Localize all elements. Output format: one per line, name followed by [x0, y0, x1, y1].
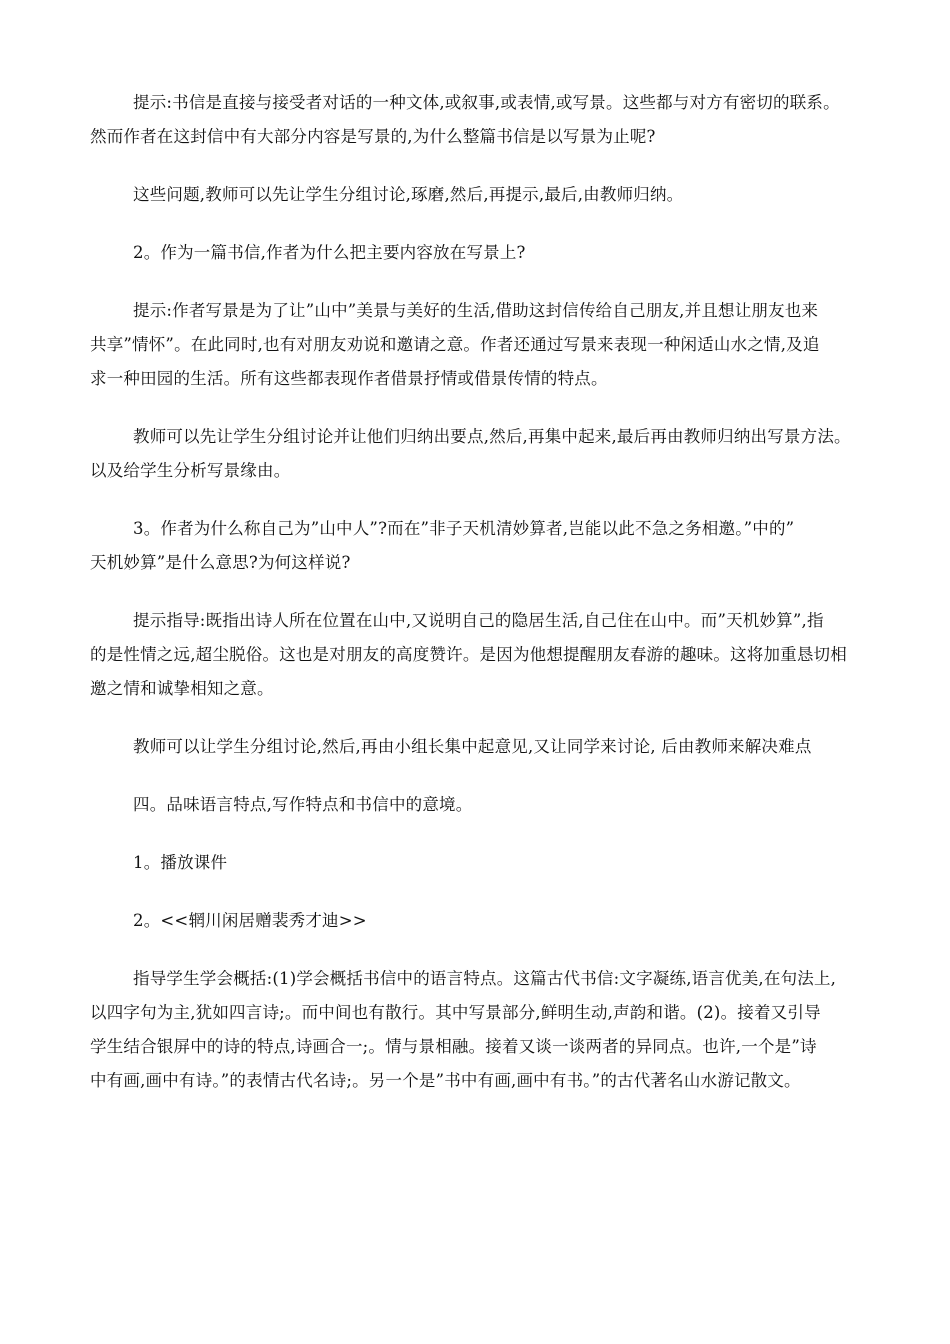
text-line: 然而作者在这封信中有大部分内容是写景的,为什么整篇书信是以写景为止呢?	[90, 127, 656, 146]
text-line: 以及给学生分析写景缘由。	[90, 461, 291, 480]
text-line: 2。作为一篇书信,作者为什么把主要内容放在写景上?	[133, 243, 526, 262]
text-line: 的是性情之远,超尘脱俗。这也是对朋友的高度赞许。是因为他想提醒朋友春游的趣味。这将加重恳切相	[90, 645, 847, 664]
question-3	[90, 512, 860, 580]
paragraph-hint-letter	[90, 86, 860, 154]
text-line: 共享”情怀”。在此同时,也有对朋友劝说和邀请之意。作者还通过写景来表现一种闲适山水之情,及追	[90, 335, 820, 354]
text-line: 提示:作者写景是为了让”山中”美景与美好的生活,借助这封信传给自己朋友,并且想让朋友也来	[133, 301, 819, 320]
text-line: 1。播放课件	[133, 853, 228, 872]
text-line: 天机妙算”是什么意思?为何这样说?	[90, 553, 351, 572]
text-line: 以四字句为主,犹如四言诗;。而中间也有散行。其中写景部分,鲜明生动,声韵和谐。(2)。接着又引导	[90, 1003, 821, 1022]
text-line: 这些问题,教师可以先让学生分组讨论,琢磨,然后,再提示,最后,由教师归纳。	[133, 185, 684, 204]
text-line: 提示:书信是直接与接受者对话的一种文体,或叙事,或表情,或写景。这些都与对方有密切的联系。	[133, 93, 840, 112]
text-line: 教师可以让学生分组讨论,然后,再由小组长集中起意见,又让同学来讨论, 后由教师来解决难点	[133, 737, 812, 756]
list-item-1	[90, 846, 860, 880]
list-item-2	[90, 904, 860, 938]
paragraph-guidance-summary	[90, 962, 860, 1098]
text-line: 提示指导:既指出诗人所在位置在山中,又说明自己的隐居生活,自己住在山中。而”天机妙算”,指	[133, 611, 824, 630]
text-line: 2。<<辋川闲居赠裴秀才迪>>	[133, 911, 367, 930]
text-line: 中有画,画中有诗。”的表情古代名诗;。另一个是”书中有画,画中有书。”的古代著名山水游记散文。	[90, 1071, 801, 1090]
text-line: 求一种田园的生活。所有这些都表现作者借景抒情或借景传情的特点。	[90, 369, 608, 388]
document-page	[90, 86, 860, 1122]
text-line: 邀之情和诚挚相知之意。	[90, 679, 274, 698]
paragraph-teacher-summary	[90, 420, 860, 488]
text-line: 教师可以先让学生分组讨论并让他们归纳出要点,然后,再集中起来,最后再由教师归纳出写景方法。	[133, 427, 851, 446]
question-2	[90, 236, 860, 270]
text-line: 学生结合银屏中的诗的特点,诗画合一;。情与景相融。接着又谈一谈两者的异同点。也许,一个是”诗	[90, 1037, 817, 1056]
text-line: 3。作者为什么称自己为”山中人”?而在”非子天机清妙算者,岂能以此不急之务相邀。”中的”	[133, 519, 795, 538]
text-line: 四。品味语言特点,写作特点和书信中的意境。	[133, 795, 473, 814]
section-heading-4	[90, 788, 860, 822]
paragraph-hint-scenery	[90, 294, 860, 396]
paragraph-group-discussion	[90, 730, 860, 764]
paragraph-teacher-discussion	[90, 178, 860, 212]
text-line: 指导学生学会概括:(1)学会概括书信中的语言特点。这篇古代书信:文字凝练,语言优美,在句法上,	[133, 969, 837, 988]
paragraph-hint-guidance	[90, 604, 860, 706]
